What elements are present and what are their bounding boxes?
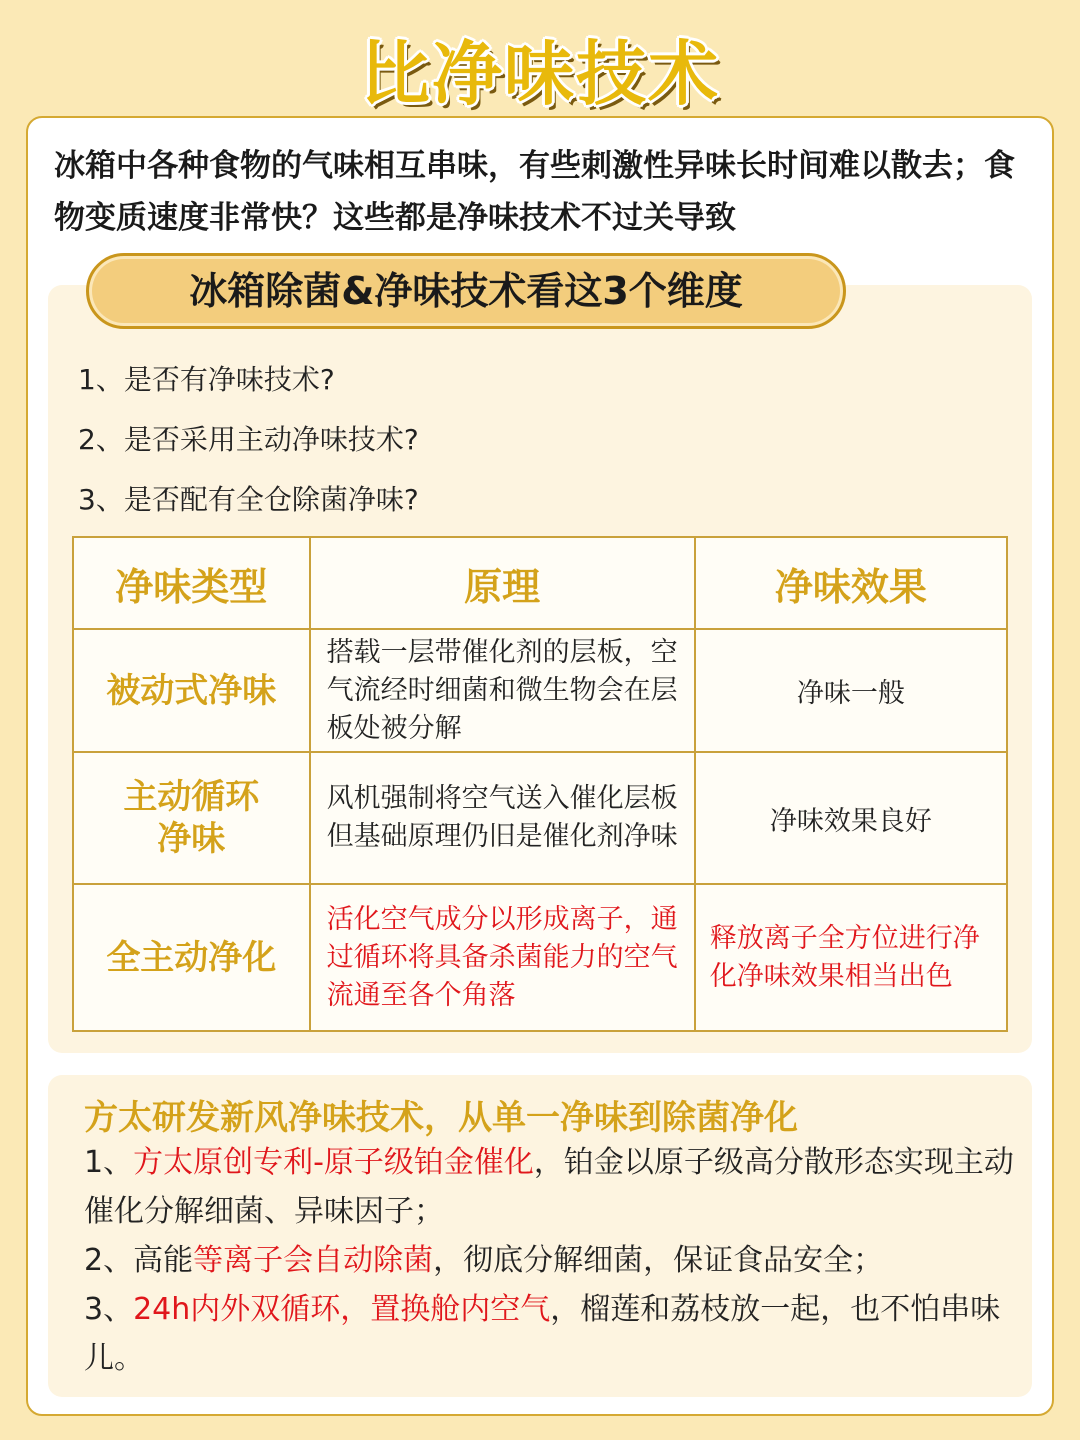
pill-label: 冰箱除菌&净味技术看这3个维度 (189, 269, 743, 313)
type-cell: 被动式净味 (73, 629, 310, 751)
header-effect: 净味效果 (695, 537, 1007, 629)
type-cell: 主动循环净味 (73, 752, 310, 885)
item-text: ，彻底分解细菌，保证食品安全； (433, 1243, 884, 1278)
item-prefix: 3、 (84, 1292, 134, 1327)
table-header-row (73, 537, 1007, 629)
list-item (84, 1138, 1014, 1236)
principle-cell: 搭载一层带催化剂的层板，空气流经时细菌和微生物会在层板处被分解 (310, 629, 695, 751)
item-text: ，铂金以原子级高分散形态实现主动催化分解细菌、异味因子； (84, 1145, 1014, 1229)
effect-cell: 净味效果良好 (695, 752, 1007, 885)
table-row (73, 629, 1007, 751)
table-row (73, 884, 1007, 1031)
item-text: ，榴莲和荔枝放一起，也不怕串味儿。 (84, 1292, 1001, 1376)
item-highlight: 24h内外双循环，置换舱内空气 (133, 1292, 551, 1327)
principle-cell: 风机强制将空气送入催化层板但基础原理仍旧是催化剂净味 (310, 752, 695, 885)
question-2: 2、是否采用主动净味技术? (78, 423, 419, 456)
fotile-list (84, 1138, 1014, 1383)
comparison-table (72, 536, 1008, 1032)
fotile-heading: 方太研发新风净味技术，从单一净味到除菌净化 (84, 1098, 798, 1138)
table-row (73, 752, 1007, 885)
item-highlight: 等离子会自动除菌 (193, 1243, 434, 1278)
list-item (84, 1285, 1014, 1383)
type-cell: 全主动净化 (73, 884, 310, 1031)
page-title: 比净味技术 (360, 33, 720, 115)
principle-cell: 活化空气成分以形成离子，通过循环将具备杀菌能力的空气流通至各个角落 (310, 884, 695, 1031)
item-prefix: 2、高能 (84, 1243, 194, 1278)
item-highlight: 方太原创专利-原子级铂金催化 (133, 1145, 534, 1180)
dimensions-pill (86, 253, 846, 329)
header-type: 净味类型 (73, 537, 310, 629)
item-prefix: 1、 (84, 1145, 134, 1180)
question-1: 1、是否有净味技术? (78, 363, 335, 396)
intro-text: 冰箱中各种食物的气味相互串味，有些刺激性异味长时间难以散去；食物变质速度非常快？这些都是净味技术不过关导致 (54, 148, 1015, 236)
list-item (84, 1236, 1014, 1285)
header-principle: 原理 (310, 537, 695, 629)
question-3: 3、是否配有全仓除菌净味? (78, 483, 419, 516)
effect-cell: 释放离子全方位进行净化净味效果相当出色 (695, 884, 1007, 1031)
effect-cell: 净味一般 (695, 629, 1007, 751)
